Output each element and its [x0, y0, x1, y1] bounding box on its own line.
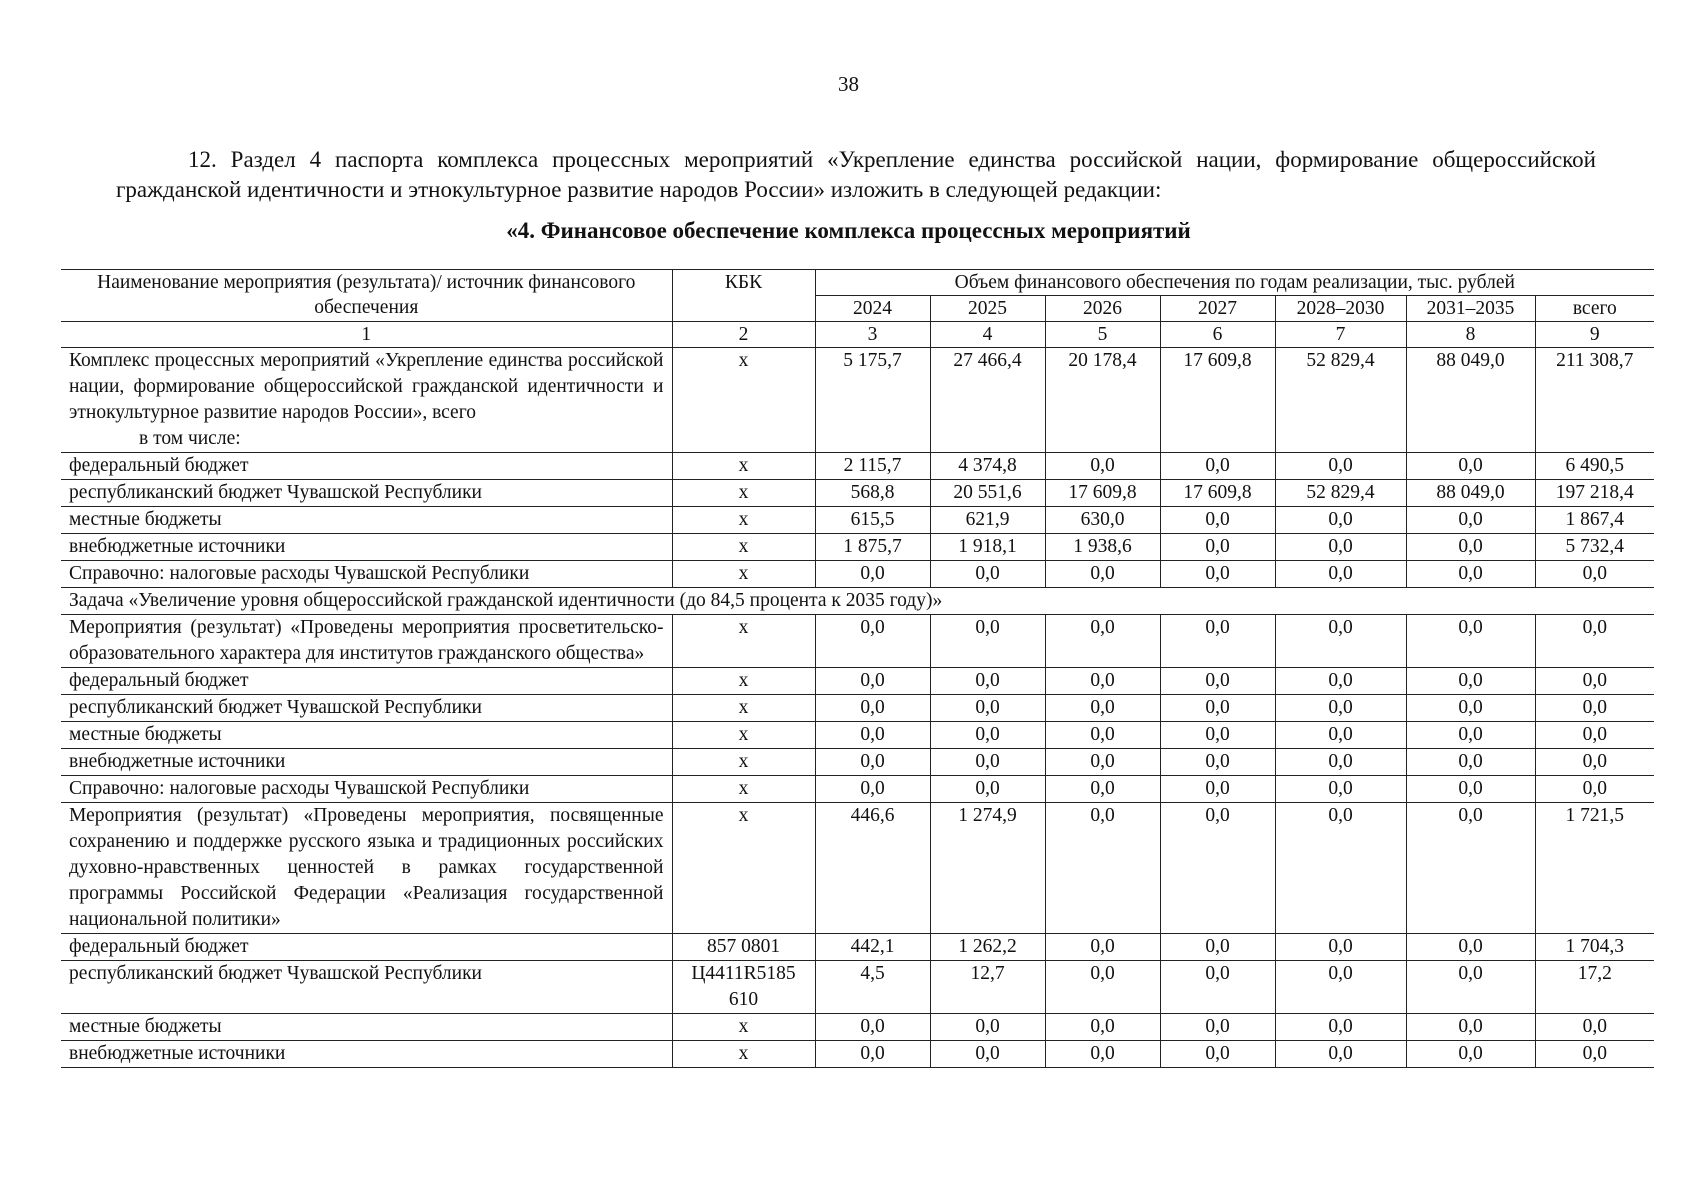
row-name: Справочно: налоговые расходы Чувашской Республики — [61, 561, 672, 588]
value-cell: 1 262,2 — [930, 934, 1045, 961]
kbk-cell: х — [672, 722, 815, 749]
value-cell: 0,0 — [1160, 453, 1275, 480]
value-cell: 0,0 — [1275, 615, 1406, 668]
column-number: 1 — [61, 322, 672, 348]
row-name: федеральный бюджет — [61, 934, 672, 961]
value-cell: 0,0 — [815, 722, 930, 749]
table-row — [61, 749, 1654, 776]
value-cell: 0,0 — [815, 668, 930, 695]
value-cell: 1 867,4 — [1535, 507, 1654, 534]
value-cell: 0,0 — [1275, 507, 1406, 534]
section-title: «4. Финансовое обеспечение комплекса процессных мероприятий — [506, 218, 1191, 243]
value-cell: 52 829,4 — [1275, 480, 1406, 507]
value-cell: 0,0 — [1275, 668, 1406, 695]
value-cell: 0,0 — [1275, 453, 1406, 480]
value-cell: 0,0 — [1406, 776, 1535, 803]
value-cell: 0,0 — [930, 722, 1045, 749]
value-cell: 0,0 — [1045, 961, 1160, 1014]
value-cell: 0,0 — [1406, 615, 1535, 668]
value-cell: 211 308,7 — [1535, 348, 1654, 453]
row-name: внебюджетные источники — [61, 534, 672, 561]
financing-table — [61, 269, 1654, 1068]
column-number: 5 — [1045, 322, 1160, 348]
row-name: республиканский бюджет Чувашской Республики — [61, 480, 672, 507]
value-cell: 0,0 — [1160, 534, 1275, 561]
value-cell: 20 178,4 — [1045, 348, 1160, 453]
value-cell: 0,0 — [1275, 695, 1406, 722]
row-name: внебюджетные источники — [61, 1041, 672, 1068]
value-cell: 27 466,4 — [930, 348, 1045, 453]
value-cell: 0,0 — [1275, 961, 1406, 1014]
row-subnote: в том числе: — [139, 428, 241, 449]
table-row — [61, 668, 1654, 695]
kbk-cell: 857 0801 — [672, 934, 815, 961]
value-cell: 0,0 — [1535, 1014, 1654, 1041]
value-cell: 0,0 — [1275, 803, 1406, 934]
value-cell: 12,7 — [930, 961, 1045, 1014]
value-cell: 0,0 — [1045, 695, 1160, 722]
task-row — [61, 588, 1654, 615]
row-name: федеральный бюджет — [61, 668, 672, 695]
table-body — [61, 348, 1654, 1068]
kbk-cell: х — [672, 1014, 815, 1041]
value-cell: 0,0 — [1160, 1014, 1275, 1041]
header-year: 2025 — [930, 296, 1045, 322]
task-title: Задача «Увеличение уровня общероссийской гражданской идентичности (до 84,5 процента к 2035 году)» — [61, 588, 1654, 615]
value-cell: 0,0 — [1160, 668, 1275, 695]
kbk-cell: х — [672, 695, 815, 722]
value-cell: 20 551,6 — [930, 480, 1045, 507]
value-cell: 0,0 — [930, 1014, 1045, 1041]
table-row — [61, 348, 1654, 453]
value-cell: 0,0 — [1160, 749, 1275, 776]
measure-name: Мероприятия (результат) «Проведены мероприятия, посвященные сохранению и поддержке русского языка и традиционных российских духовно-нравственных ценностей в рамках государственной программы Российской Федерации «Реализация государственной национальной политики» — [61, 803, 672, 934]
value-cell: 6 490,5 — [1535, 453, 1654, 480]
row-name: республиканский бюджет Чувашской Республики — [61, 695, 672, 722]
value-cell: 0,0 — [1045, 1014, 1160, 1041]
value-cell: 1 274,9 — [930, 803, 1045, 934]
value-cell: 0,0 — [1406, 534, 1535, 561]
value-cell: 0,0 — [1406, 934, 1535, 961]
kbk-cell: х — [672, 453, 815, 480]
row-name: местные бюджеты — [61, 507, 672, 534]
row-name-cell — [61, 348, 672, 453]
kbk-cell: х — [672, 749, 815, 776]
value-cell: 621,9 — [930, 507, 1045, 534]
value-cell: 0,0 — [1160, 615, 1275, 668]
value-cell: 0,0 — [930, 749, 1045, 776]
value-cell: 197 218,4 — [1535, 480, 1654, 507]
header-name-column: Наименование мероприятия (результата)/ источник финансового обеспечения — [61, 270, 672, 322]
kbk-cell: Ц4411R5185 610 — [672, 961, 815, 1014]
table-row — [61, 615, 1654, 668]
value-cell: 0,0 — [1406, 803, 1535, 934]
measure-name: Мероприятия (результат) «Проведены мероприятия просветительско-образовательного характера для институтов гражданского общества» — [61, 615, 672, 668]
value-cell: 0,0 — [1045, 803, 1160, 934]
value-cell: 0,0 — [815, 615, 930, 668]
value-cell: 1 721,5 — [1535, 803, 1654, 934]
value-cell: 0,0 — [1406, 453, 1535, 480]
value-cell: 88 049,0 — [1406, 480, 1535, 507]
table-row — [61, 776, 1654, 803]
value-cell: 5 175,7 — [815, 348, 930, 453]
header-year: 2027 — [1160, 296, 1275, 322]
value-cell: 0,0 — [1535, 695, 1654, 722]
value-cell: 17 609,8 — [1160, 480, 1275, 507]
kbk-cell: х — [672, 507, 815, 534]
value-cell: 0,0 — [1535, 722, 1654, 749]
value-cell: 0,0 — [1160, 561, 1275, 588]
value-cell: 2 115,7 — [815, 453, 930, 480]
table-row — [61, 722, 1654, 749]
value-cell: 0,0 — [1045, 668, 1160, 695]
value-cell: 1 704,3 — [1535, 934, 1654, 961]
value-cell: 0,0 — [1275, 1041, 1406, 1068]
table-row — [61, 561, 1654, 588]
header-volume-column: Объем финансового обеспечения по годам реализации, тыс. рублей — [815, 270, 1654, 296]
value-cell: 0,0 — [930, 668, 1045, 695]
value-cell: 0,0 — [930, 1041, 1045, 1068]
value-cell: 0,0 — [1535, 668, 1654, 695]
value-cell: 0,0 — [815, 776, 930, 803]
value-cell: 0,0 — [1406, 507, 1535, 534]
value-cell: 0,0 — [1406, 1041, 1535, 1068]
value-cell: 0,0 — [1275, 561, 1406, 588]
table-row — [61, 934, 1654, 961]
table-row — [61, 453, 1654, 480]
column-number: 3 — [815, 322, 930, 348]
header-kbk-column: КБК — [672, 270, 815, 322]
table-row — [61, 480, 1654, 507]
kbk-cell: х — [672, 561, 815, 588]
value-cell: 52 829,4 — [1275, 348, 1406, 453]
value-cell: 0,0 — [1045, 749, 1160, 776]
kbk-cell: х — [672, 803, 815, 934]
kbk-cell: х — [672, 1041, 815, 1068]
table-row — [61, 961, 1654, 1014]
value-cell: 0,0 — [1160, 934, 1275, 961]
value-cell: 0,0 — [1160, 695, 1275, 722]
table-header — [61, 270, 1654, 348]
value-cell: 0,0 — [1406, 1014, 1535, 1041]
kbk-cell: х — [672, 776, 815, 803]
header-year: 2026 — [1045, 296, 1160, 322]
value-cell: 0,0 — [1535, 749, 1654, 776]
kbk-cell: х — [672, 615, 815, 668]
value-cell: 0,0 — [815, 1041, 930, 1068]
header-year: 2024 — [815, 296, 930, 322]
value-cell: 17,2 — [1535, 961, 1654, 1014]
table-row — [61, 1041, 1654, 1068]
value-cell: 0,0 — [1275, 749, 1406, 776]
column-number: 4 — [930, 322, 1045, 348]
row-name: федеральный бюджет — [61, 453, 672, 480]
column-number: 2 — [672, 322, 815, 348]
value-cell: 0,0 — [1275, 534, 1406, 561]
value-cell: 0,0 — [815, 561, 930, 588]
header-year: 2028–2030 — [1275, 296, 1406, 322]
row-name: местные бюджеты — [61, 1014, 672, 1041]
value-cell: 0,0 — [1406, 961, 1535, 1014]
value-cell: 0,0 — [1045, 1041, 1160, 1068]
value-cell: 0,0 — [1160, 961, 1275, 1014]
value-cell: 630,0 — [1045, 507, 1160, 534]
value-cell: 0,0 — [1275, 722, 1406, 749]
table-row — [61, 1014, 1654, 1041]
table-row — [61, 507, 1654, 534]
header-total: всего — [1535, 296, 1654, 322]
column-number: 7 — [1275, 322, 1406, 348]
value-cell: 0,0 — [1275, 934, 1406, 961]
value-cell: 0,0 — [1045, 934, 1160, 961]
value-cell: 615,5 — [815, 507, 930, 534]
value-cell: 0,0 — [1160, 722, 1275, 749]
row-name: Справочно: налоговые расходы Чувашской Республики — [61, 776, 672, 803]
value-cell: 0,0 — [1406, 722, 1535, 749]
kbk-cell: х — [672, 348, 815, 453]
value-cell: 0,0 — [1045, 561, 1160, 588]
value-cell: 0,0 — [1160, 1041, 1275, 1068]
value-cell: 446,6 — [815, 803, 930, 934]
value-cell: 0,0 — [1406, 561, 1535, 588]
value-cell: 0,0 — [1045, 615, 1160, 668]
value-cell: 0,0 — [1535, 776, 1654, 803]
value-cell: 0,0 — [1045, 722, 1160, 749]
value-cell: 0,0 — [1535, 1041, 1654, 1068]
value-cell: 0,0 — [1535, 561, 1654, 588]
value-cell: 0,0 — [1160, 776, 1275, 803]
table-row — [61, 534, 1654, 561]
value-cell: 0,0 — [815, 1014, 930, 1041]
value-cell: 0,0 — [930, 615, 1045, 668]
value-cell: 0,0 — [1275, 1014, 1406, 1041]
value-cell: 442,1 — [815, 934, 930, 961]
column-number: 6 — [1160, 322, 1275, 348]
value-cell: 17 609,8 — [1160, 348, 1275, 453]
table-row — [61, 803, 1654, 934]
kbk-cell: х — [672, 480, 815, 507]
value-cell: 0,0 — [1275, 776, 1406, 803]
value-cell: 0,0 — [1045, 776, 1160, 803]
intro-paragraph: 12. Раздел 4 паспорта комплекса процессных мероприятий «Укрепление единства российской нации, формирование общероссийской гражданской идентичности и этнокультурное развитие народов России» изложить в следующей редакции: — [116, 147, 1596, 202]
header-year: 2031–2035 — [1406, 296, 1535, 322]
page-number: 38 — [838, 72, 859, 96]
value-cell: 0,0 — [930, 561, 1045, 588]
value-cell: 0,0 — [1045, 453, 1160, 480]
row-name: республиканский бюджет Чувашской Республики — [61, 961, 672, 1014]
value-cell: 4 374,8 — [930, 453, 1045, 480]
column-number: 9 — [1535, 322, 1654, 348]
value-cell: 1 938,6 — [1045, 534, 1160, 561]
kbk-cell: х — [672, 534, 815, 561]
value-cell: 0,0 — [815, 695, 930, 722]
value-cell: 0,0 — [1406, 749, 1535, 776]
row-name: внебюджетные источники — [61, 749, 672, 776]
table-row — [61, 695, 1654, 722]
value-cell: 0,0 — [1406, 695, 1535, 722]
value-cell: 1 875,7 — [815, 534, 930, 561]
value-cell: 0,0 — [1406, 668, 1535, 695]
value-cell: 568,8 — [815, 480, 930, 507]
row-name: Комплекс процессных мероприятий «Укрепление единства российской нации, формирование общероссийской гражданской идентичности и этнокультурное развитие народов России», всего — [69, 350, 664, 423]
kbk-cell: х — [672, 668, 815, 695]
value-cell: 0,0 — [930, 695, 1045, 722]
value-cell: 5 732,4 — [1535, 534, 1654, 561]
value-cell: 0,0 — [1535, 615, 1654, 668]
value-cell: 0,0 — [930, 776, 1045, 803]
value-cell: 0,0 — [1160, 507, 1275, 534]
value-cell: 0,0 — [1160, 803, 1275, 934]
value-cell: 88 049,0 — [1406, 348, 1535, 453]
value-cell: 17 609,8 — [1045, 480, 1160, 507]
value-cell: 0,0 — [815, 749, 930, 776]
value-cell: 4,5 — [815, 961, 930, 1014]
row-name: местные бюджеты — [61, 722, 672, 749]
value-cell: 1 918,1 — [930, 534, 1045, 561]
column-number: 8 — [1406, 322, 1535, 348]
